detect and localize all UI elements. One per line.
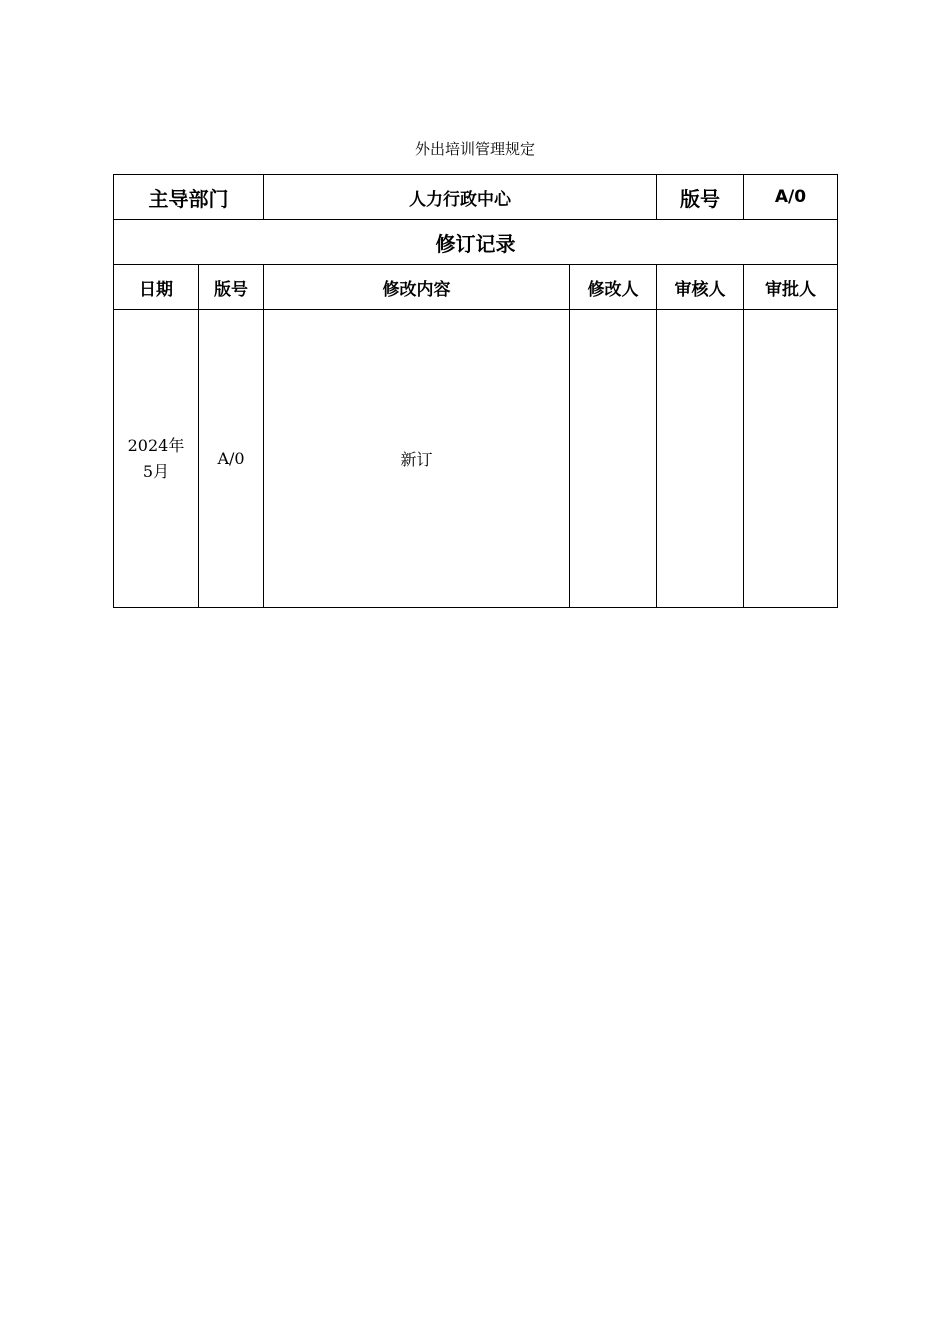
column-header-row [114,265,838,310]
version-value: A/0 [744,175,838,220]
revision-table [113,174,838,608]
revision-record-label: 修订记录 [114,220,838,265]
column-header-modifier: 修改人 [570,265,657,310]
column-header-date: 日期 [114,265,199,310]
column-header-approver: 审批人 [744,265,838,310]
document-title: 外出培训管理规定 [414,140,535,158]
row-approver [744,310,838,608]
column-header-version: 版号 [199,265,264,310]
row-date-cell [114,310,199,608]
revision-record-row [114,220,838,265]
lead-department-label: 主导部门 [114,175,264,220]
column-header-reviewer: 审核人 [657,265,744,310]
version-label: 版号 [657,175,744,220]
row-content: 新订 [264,310,570,608]
column-header-content: 修改内容 [264,265,570,310]
row-modifier [570,310,657,608]
row-reviewer [657,310,744,608]
lead-department-value: 人力行政中心 [264,175,657,220]
row-date-line2: 5月 [142,461,170,481]
row-date-line1: 2024年 [127,435,185,455]
row-version: A/0 [199,310,264,608]
header-row [114,175,838,220]
table-row [114,310,838,608]
